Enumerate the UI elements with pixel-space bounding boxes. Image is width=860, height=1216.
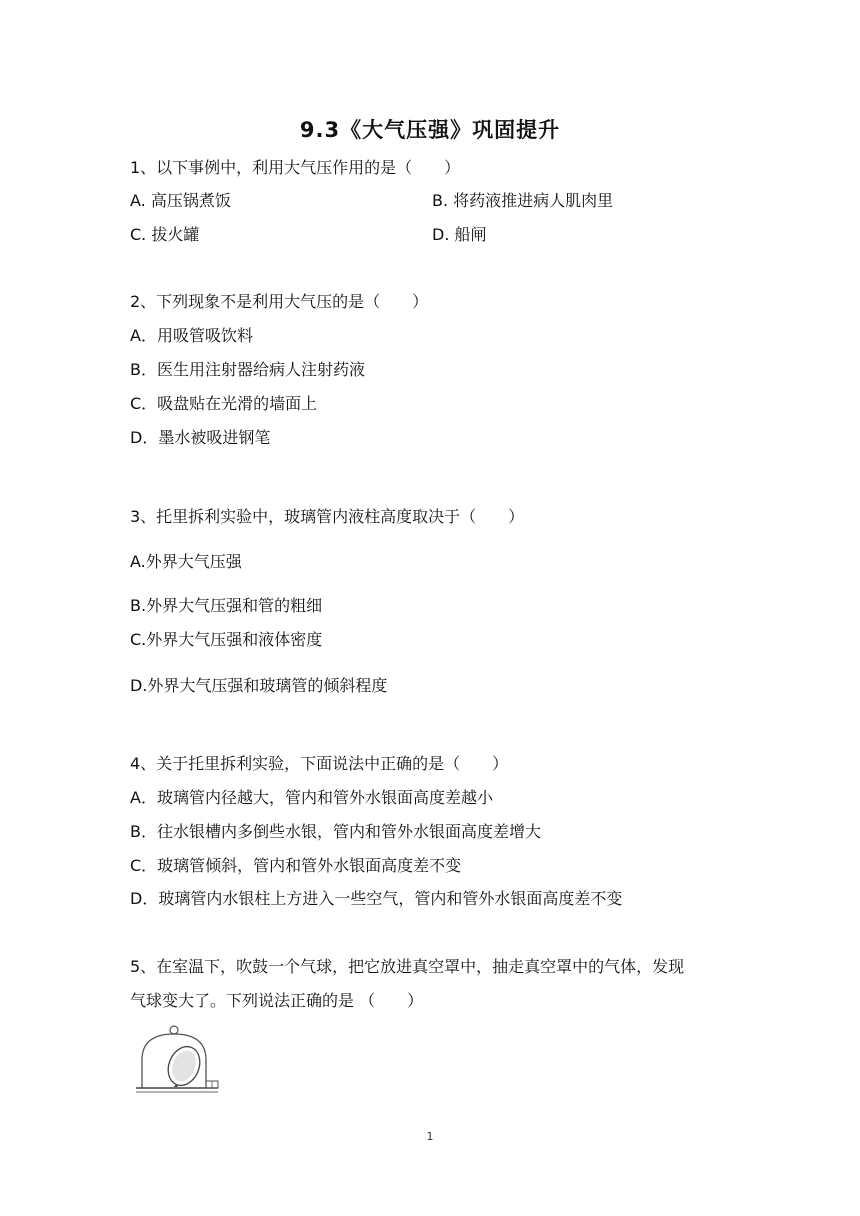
question-3-option-a: A.外界大气压强 — [130, 552, 242, 571]
question-1-option-c: C. 拔火罐 — [130, 225, 200, 244]
question-1-option-a: A. 高压锅煮饭 — [130, 191, 231, 210]
question-4-option-a: A．玻璃管内径越大，管内和管外水银面高度差越小 — [130, 788, 493, 807]
balloon-in-vacuum-bell-jar-icon — [132, 1024, 224, 1096]
question-1-option-d: D. 船闸 — [432, 225, 487, 244]
question-4-stem: 4、关于托里拆利实验，下面说法中正确的是（ ） — [130, 754, 509, 773]
question-2-option-c: C．吸盘贴在光滑的墙面上 — [130, 394, 318, 413]
question-3-option-c: C.外界大气压强和液体密度 — [130, 630, 323, 649]
question-1-stem: 1、以下事例中，利用大气压作用的是（ ） — [130, 158, 461, 177]
question-2-option-b: B．医生用注射器给病人注射药液 — [130, 360, 365, 379]
page-number: 1 — [426, 1130, 434, 1143]
question-4-option-b: B．往水银槽内多倒些水银，管内和管外水银面高度差增大 — [130, 822, 541, 841]
question-5-stem-line-1: 5、在室温下，吹鼓一个气球，把它放进真空罩中，抽走真空罩中的气体，发现 — [130, 957, 685, 976]
question-3-stem: 3、托里拆利实验中，玻璃管内液柱高度取决于（ ） — [130, 507, 525, 526]
question-3-option-d: D.外界大气压强和玻璃管的倾斜程度 — [130, 676, 388, 695]
page-title: 9.3《大气压强》巩固提升 — [299, 118, 561, 142]
question-2-option-a: A．用吸管吸饮料 — [130, 326, 253, 345]
question-4-option-d: D．玻璃管内水银柱上方进入一些空气，管内和管外水银面高度差不变 — [130, 889, 623, 908]
question-3-option-b: B.外界大气压强和管的粗细 — [130, 596, 323, 615]
question-2-option-d: D．墨水被吸进钢笔 — [130, 428, 271, 447]
question-2-stem: 2、下列现象不是利用大气压的是（ ） — [130, 292, 429, 311]
question-4-option-c: C．玻璃管倾斜，管内和管外水银面高度差不变 — [130, 856, 462, 875]
question-5-stem-line-2: 气球变大了。下列说法正确的是 （ ） — [130, 991, 424, 1010]
question-1-option-b: B. 将药液推进病人肌肉里 — [432, 191, 614, 210]
